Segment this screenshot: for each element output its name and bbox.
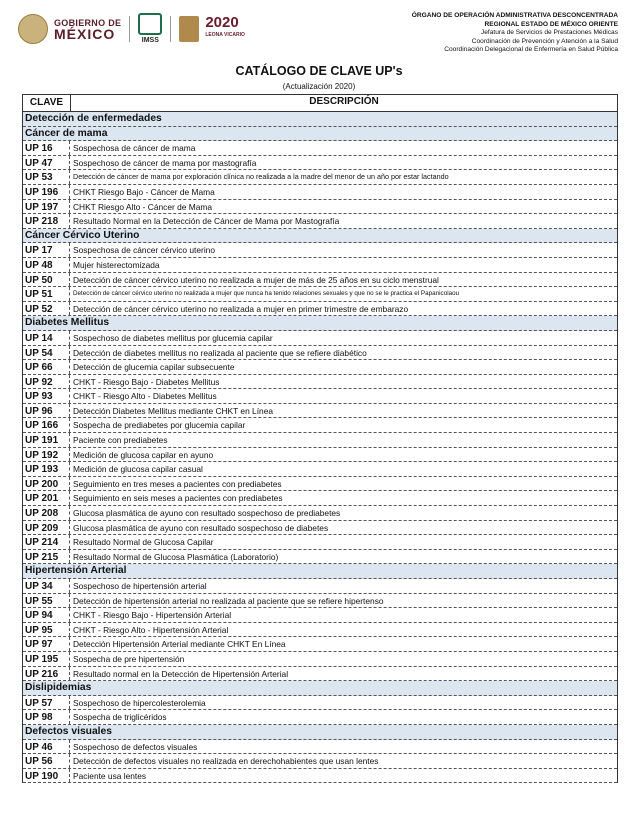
org-line: Coordinación Delegacional de Enfermería en Salud Pública (444, 46, 618, 54)
table-row (23, 652, 617, 667)
table-row (23, 404, 617, 419)
section-header: Diabetes Mellitus (23, 316, 617, 331)
mexico-seal-icon (18, 14, 48, 44)
clave-cell: UP 197 (23, 200, 70, 214)
descripcion-cell: Sospecha de pre hipertensión (73, 653, 185, 664)
table-row (23, 170, 617, 185)
org-line: ÓRGANO DE OPERACIÓN ADMINISTRATIVA DESCONCENTRADA (411, 12, 618, 19)
logo-divider (170, 16, 171, 42)
clave-cell: UP 216 (23, 667, 70, 681)
descripcion-cell: Sospechosa de cáncer cérvico uterino (73, 245, 215, 256)
clave-cell: UP 53 (23, 170, 70, 184)
descripcion-cell: Sospechoso de hipercolesterolemia (73, 697, 206, 708)
descripcion-cell: CHKT - Riesgo Bajo - Diabetes Mellitus (73, 376, 220, 387)
section-header: Hipertensión Arterial (23, 564, 617, 579)
table-row (23, 214, 617, 229)
table-row (23, 637, 617, 652)
descripcion-cell: Detección de defectos visuales no realizada en derechohabientes que usan lentes (73, 756, 379, 767)
clave-cell: UP 48 (23, 258, 70, 272)
descripcion-cell: Glucosa plasmática de ayuno con resultado sospechoso de diabetes (73, 522, 329, 533)
descripcion-cell: Detección de diabetes mellitus no realizada al paciente que se refiere diabético (73, 347, 367, 358)
descripcion-cell: Detección de hipertensión arterial no realizada al paciente que se refiere hipertenso (73, 595, 384, 606)
descripcion-cell: Detección de cáncer cérvico uterino no realizada a mujer de más de 25 años en su ciclo menstrual (73, 274, 439, 285)
table-row (23, 623, 617, 638)
descripcion-cell: Medición de glucosa capilar casual (73, 464, 203, 475)
descripcion-cell: Sospechoso de diabetes mellitus por glucemia capilar (73, 332, 273, 343)
clave-cell: UP 95 (23, 623, 70, 637)
gobierno-mexico-logo (54, 18, 121, 40)
clave-cell: UP 46 (23, 740, 70, 754)
descripcion-cell: CHKT - Riesgo Bajo - Hipertensión Arterial (73, 610, 232, 621)
table-row (23, 506, 617, 521)
table-row (23, 710, 617, 725)
column-header-descripcion: DESCRIPCIÓN (309, 96, 379, 107)
descripcion-cell: Detección de glucemia capilar subsecuente (73, 362, 235, 373)
logo-strip (18, 12, 245, 46)
descripcion-cell: Resultado normal en la Detección de Hipertensión Arterial (73, 668, 289, 679)
table-row (23, 243, 617, 258)
table-body (23, 112, 617, 783)
clave-cell: UP 209 (23, 521, 70, 535)
clave-cell: UP 191 (23, 433, 70, 447)
table-row (23, 141, 617, 156)
table-row (23, 302, 617, 317)
clave-cell: UP 196 (23, 185, 70, 199)
descripcion-cell: Detección de cáncer cérvico uterino no realizada a mujer en primer trimestre de embarazo (73, 303, 409, 314)
catalog-table (22, 94, 618, 783)
imss-text: IMSS (141, 37, 159, 44)
clave-cell: UP 16 (23, 141, 70, 155)
table-row (23, 331, 617, 346)
column-header-clave: CLAVE (23, 95, 71, 111)
descripcion-cell: Mujer histerectomizada (73, 259, 160, 270)
table-row (23, 462, 617, 477)
descripcion-cell: Sospechoso de hipertensión arterial (73, 581, 207, 591)
descripcion-cell: Sospechoso de defectos visuales (73, 741, 198, 752)
clave-cell: UP 97 (23, 637, 70, 651)
clave-cell: UP 98 (23, 710, 70, 724)
table-row (23, 448, 617, 463)
clave-cell: UP 192 (23, 448, 70, 462)
org-line: REGIONAL ESTADO DE MÉXICO ORIENTE (484, 20, 618, 28)
table-row (23, 594, 617, 609)
clave-cell: UP 93 (23, 389, 70, 403)
descripcion-cell: Detección Hipertensión Arterial mediante CHKT En Línea (73, 639, 286, 650)
clave-cell: UP 166 (23, 418, 70, 432)
descripcion-cell: Glucosa plasmática de ayuno con resultado sospechoso de prediabetes (73, 508, 341, 519)
clave-cell: UP 215 (23, 550, 70, 564)
clave-cell: UP 57 (23, 696, 70, 710)
table-row (23, 346, 617, 361)
clave-cell: UP 56 (23, 754, 70, 768)
descripcion-cell: Medición de glucosa capilar en ayuno (73, 449, 214, 460)
table-row (23, 258, 617, 273)
descripcion-cell: Resultado Normal de Glucosa Capilar (73, 537, 214, 548)
table-row (23, 273, 617, 288)
clave-cell: UP 66 (23, 360, 70, 374)
table-row (23, 769, 617, 784)
table-header (23, 95, 617, 112)
descripcion-cell: Resultado Normal en la Detección de Cáncer de Mama por Mastografía (73, 216, 340, 227)
year-subtext: LEONA VICARIO (205, 32, 245, 38)
clave-cell: UP 96 (23, 404, 70, 418)
clave-cell: UP 208 (23, 506, 70, 520)
clave-cell: UP 51 (23, 287, 70, 301)
descripcion-cell: CHKT - Riesgo Alto - Diabetes Mellitus (73, 391, 217, 402)
section-header: Cáncer de mama (23, 127, 617, 142)
table-row (23, 375, 617, 390)
section-header: Cáncer Cérvico Uterino (23, 229, 617, 244)
organization-block (412, 12, 618, 55)
descripcion-cell: CHKT Riesgo Bajo - Cáncer de Mama (73, 186, 215, 197)
clave-cell: UP 201 (23, 491, 70, 505)
table-row (23, 477, 617, 492)
clave-cell: UP 190 (23, 769, 70, 783)
org-line: Jefatura de Servicios de Prestaciones Médicas (480, 29, 618, 37)
table-row (23, 535, 617, 550)
document-subtitle: (Actualización 2020) (282, 82, 356, 91)
clave-cell: UP 14 (23, 331, 70, 345)
clave-cell: UP 55 (23, 594, 70, 608)
section-header: Detección de enfermedades (23, 112, 617, 127)
table-row (23, 389, 617, 404)
descripcion-cell: Sospecha de triglicéridos (73, 712, 167, 723)
section-header: Dislipidemias (23, 681, 617, 696)
page-header (18, 10, 618, 54)
table-row (23, 360, 617, 375)
table-row (23, 550, 617, 565)
year-text: 2020 (205, 14, 239, 31)
descripcion-cell: Resultado Normal de Glucosa Plasmática (Laboratorio) (73, 551, 279, 562)
clave-cell: UP 52 (23, 302, 70, 316)
logo-divider (129, 16, 130, 42)
descripcion-cell: Seguimiento en seis meses a pacientes con prediabetes (73, 493, 283, 504)
clave-cell: UP 47 (23, 156, 70, 170)
table-row (23, 667, 617, 682)
gob-line1: GOBIERNO DE (54, 18, 122, 28)
clave-cell: UP 214 (23, 535, 70, 549)
table-row (23, 696, 617, 711)
descripcion-cell: Detección de cáncer de mama por exploración clínica no realizada a la madre del menor de un año por estar lactando (73, 172, 449, 182)
imss-logo (138, 13, 162, 45)
descripcion-cell: CHKT - Riesgo Alto - Hipertensión Arterial (73, 624, 229, 635)
clave-cell: UP 54 (23, 346, 70, 360)
table-row (23, 740, 617, 755)
clave-cell: UP 17 (23, 243, 70, 257)
section-header: Defectos visuales (23, 725, 617, 740)
descripcion-cell: Paciente usa lentes (73, 770, 147, 781)
clave-cell: UP 92 (23, 375, 70, 389)
descripcion-cell: Seguimiento en tres meses a pacientes con prediabetes (73, 478, 282, 489)
clave-cell: UP 34 (23, 579, 70, 593)
descripcion-cell: Sospechosa de cáncer de mama (73, 143, 196, 154)
clave-cell: UP 195 (23, 652, 70, 666)
descripcion-cell: Sospecha de prediabetes por glucemia capilar (73, 420, 246, 431)
clave-cell: UP 50 (23, 273, 70, 287)
clave-cell: UP 218 (23, 214, 70, 228)
descripcion-cell: Detección de cáncer cérvico uterino no realizada a mujer que nunca ha tenido relaciones sexuales y que no se le practica el Papanicolaou (73, 290, 460, 298)
table-row (23, 433, 617, 448)
year-logo (205, 14, 245, 41)
gob-line2: MÉXICO (54, 26, 116, 42)
table-row (23, 521, 617, 536)
leona-vicario-portrait-icon (179, 16, 199, 42)
table-row (23, 156, 617, 171)
descripcion-cell: Sospechoso de cáncer de mama por mastografía (73, 157, 257, 168)
table-row (23, 608, 617, 623)
table-row (23, 418, 617, 433)
clave-cell: UP 193 (23, 462, 70, 476)
table-row (23, 200, 617, 215)
clave-cell: UP 200 (23, 477, 70, 491)
org-line: Coordinación de Prevención y Atención a la Salud (471, 37, 618, 45)
imss-emblem-icon (138, 13, 162, 35)
table-row (23, 491, 617, 506)
descripcion-cell: Detección Diabetes Mellitus mediante CHKT en Línea (73, 405, 274, 416)
table-row (23, 287, 617, 302)
table-row (23, 579, 617, 594)
document-title: CATÁLOGO DE CLAVE UP's (235, 64, 403, 78)
descripcion-cell: Paciente con prediabetes (73, 435, 168, 446)
table-row (23, 754, 617, 769)
clave-cell: UP 94 (23, 608, 70, 622)
descripcion-cell: CHKT Riesgo Alto - Cáncer de Mama (73, 201, 213, 212)
table-row (23, 185, 617, 200)
